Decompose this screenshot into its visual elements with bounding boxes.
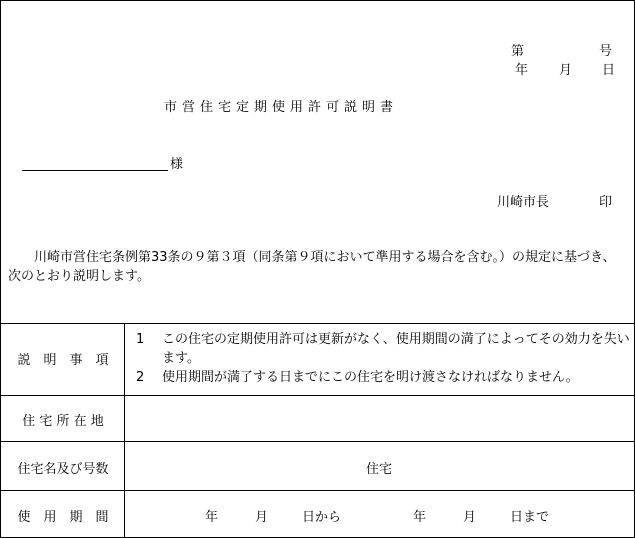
period-to-year: 年 (413, 510, 427, 525)
document-title: 市営住宅定期使用許可説明書 (164, 100, 399, 115)
period-to-day: 日まで (510, 510, 550, 525)
addressee-suffix: 様 (170, 157, 184, 172)
table-row-divider (1, 395, 634, 396)
body-paragraph: 川崎市営住宅条例第33条の９第３項（同条第９項において準用する場合を含む。）の規定に基づき、次のとおり説明します。 (8, 250, 616, 284)
issuer-seal: 印 (599, 195, 613, 210)
explanation-list (136, 330, 631, 387)
label-location: 住 宅 所 在 地 (22, 414, 104, 429)
item-number: 2 (136, 370, 145, 385)
label-name-number: 住宅名及び号数 (17, 462, 109, 477)
date-month: 月 (559, 63, 573, 78)
list-item (136, 330, 631, 368)
addressee-line (22, 170, 168, 171)
date-year: 年 (515, 63, 529, 78)
housing-name-value: 住宅 (365, 462, 392, 477)
issuer-name: 川崎市長 (497, 195, 550, 210)
period-to-month: 月 (463, 510, 477, 525)
number-dai: 第 (511, 44, 525, 59)
period-from-month: 月 (255, 510, 269, 525)
item-text: 使用期間が満了する日までにこの住宅を明け渡さなければなりません。 (162, 370, 579, 385)
label-period: 使 用 期 間 (17, 510, 109, 525)
item-text: この住宅の定期使用許可は更新がなく、使用期間の満了によってその効力を失います。 (162, 332, 630, 366)
period-from-day: 日から (302, 510, 342, 525)
item-number: 1 (136, 332, 145, 347)
list-item (136, 368, 631, 387)
period-from-year: 年 (205, 510, 219, 525)
date-day: 日 (602, 63, 616, 78)
number-go: 号 (599, 44, 613, 59)
table-top-border (1, 323, 634, 324)
table-row-divider (1, 490, 634, 491)
label-explanation: 説 明 事 項 (17, 353, 109, 368)
table-row-divider (1, 441, 634, 442)
